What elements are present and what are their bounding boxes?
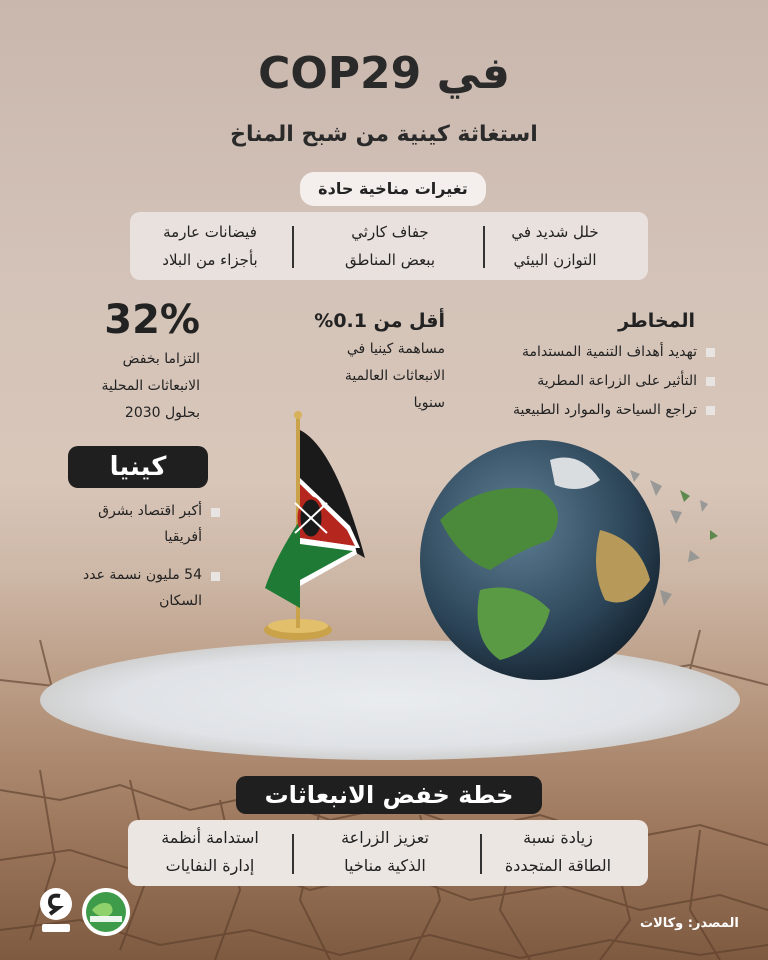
al-ain-logo [36,886,76,934]
list-item: تراجع السياحة والموارد الطبيعية [470,396,715,425]
divider [480,834,482,874]
change-item-floods: فيضانات عارمة بأجزاء من البلاد [162,223,258,269]
risks-heading: المخاطر [618,310,695,332]
plan-item-agriculture: تعزيز الزراعة الذكية مناخيا [341,828,429,875]
list-item: 54 مليون نسمة عدد السكان [40,562,220,614]
change-item-drought: جفاف كارثي ببعض المناطق [344,223,436,269]
list-item: تهديد أهداف التنمية المستدامة [470,338,715,367]
divider [483,226,485,268]
plan-heading: خطة خفض الانبعاثات [236,776,542,814]
kenya-flag-icon [255,408,375,644]
changes-heading: تغيرات مناخية حادة [300,172,486,206]
source-credit: المصدر: وكالات [640,916,739,931]
list-item: أكبر اقتصاد بشرق أفريقيا [40,498,220,550]
earth-globe-icon [400,440,730,680]
commitment-block: 32% التزاما بخفض الانبعاثات المحلية بحلول 2030 [60,296,200,427]
kenya-heading: كينيا [68,446,208,488]
divider [292,226,294,268]
commitment-value: 32% [104,297,200,343]
page-title: في COP29 [258,48,510,99]
earth-call-logo [80,886,132,938]
page-subtitle: استغاثة كينية من شبح المناخ [230,122,538,147]
contribution-block: أقل من 0.1% مساهمة كينيا في الانبعاثات العالمية سنويا [300,310,445,417]
contribution-value: أقل من 0.1% [314,310,445,332]
risks-list [470,338,715,425]
risks-section [470,310,695,332]
plan-item-waste: استدامة أنظمة إدارة النفايات [161,828,259,875]
change-item-imbalance: خلل شديد في التوازن البيئي [511,223,599,269]
divider [292,834,294,874]
list-item: التأثير على الزراعة المطرية [470,367,715,396]
plan-item-renewables: زيادة نسبة الطاقة المتجددة [504,828,612,875]
kenya-facts [40,498,220,614]
